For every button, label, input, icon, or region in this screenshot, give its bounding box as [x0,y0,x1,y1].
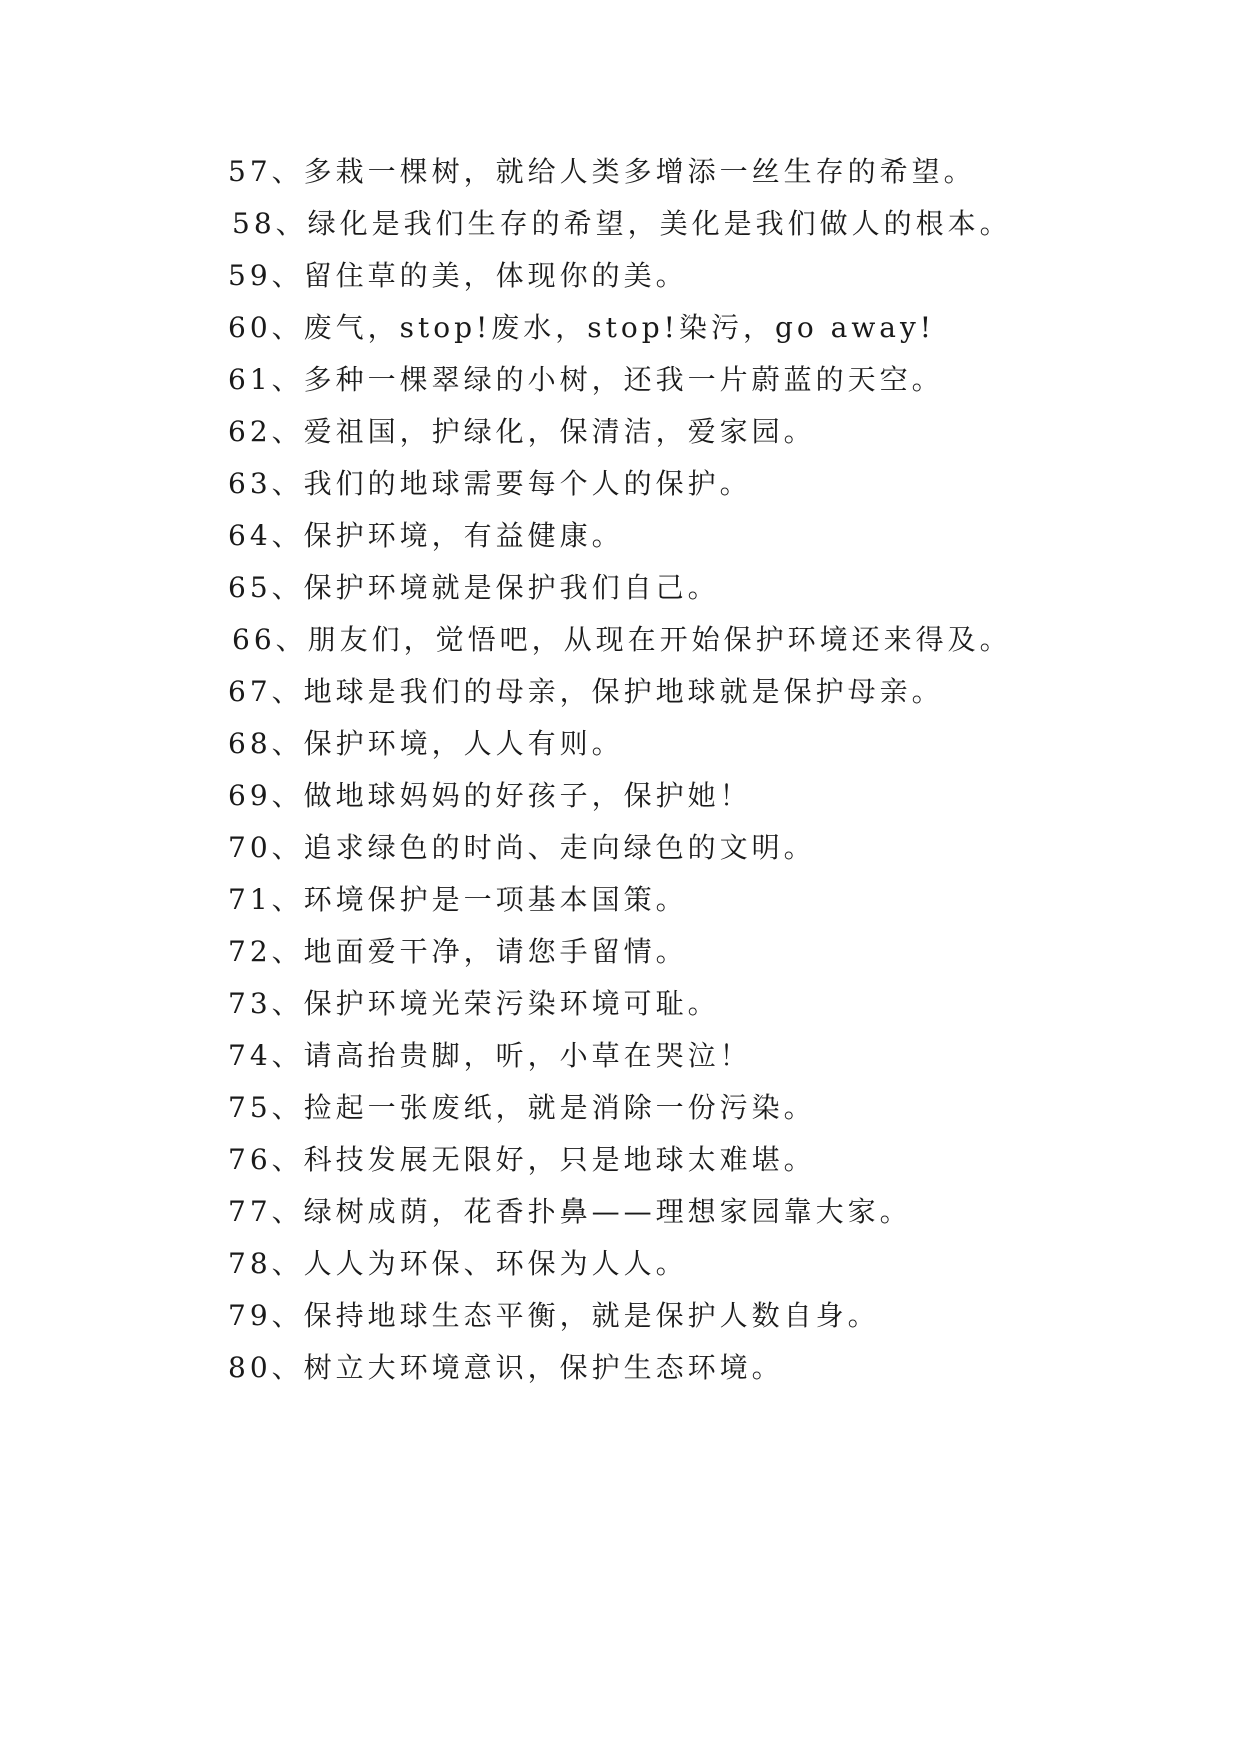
list-item: 73、保护环境光荣污染环境可耻。 [228,987,720,1020]
list-item: 67、地球是我们的母亲，保护地球就是保护母亲。 [228,675,944,708]
list-item: 64、保护环境，有益健康。 [228,519,624,552]
list-item: 62、爱祖国，护绿化，保清洁，爱家园。 [228,415,816,448]
list-item: 68、保护环境，人人有则。 [228,727,624,760]
list-item: 75、捡起一张废纸，就是消除一份污染。 [228,1091,816,1124]
list-item: 77、绿树成荫，花香扑鼻——理想家园靠大家。 [228,1195,912,1228]
list-item: 63、我们的地球需要每个人的保护。 [228,467,752,500]
list-item: 72、地面爱干净，请您手留情。 [228,935,688,968]
list-item: 65、保护环境就是保护我们自己。 [228,571,720,604]
list-item: 58、绿化是我们生存的希望，美化是我们做人的根本。 [232,207,1012,240]
list-item: 80、树立大环境意识，保护生态环境。 [228,1351,784,1384]
list-item: 79、保持地球生态平衡，就是保护人数自身。 [228,1299,880,1332]
list-item: 59、留住草的美，体现你的美。 [228,259,688,292]
list-item: 74、请高抬贵脚，听，小草在哭泣！ [228,1039,752,1072]
list-item: 60、废气，stop!废水，stop!染污，go away! [228,311,936,344]
list-item: 76、科技发展无限好，只是地球太难堪。 [228,1143,816,1176]
list-item: 78、人人为环保、环保为人人。 [228,1247,688,1280]
list-item: 61、多种一棵翠绿的小树，还我一片蔚蓝的天空。 [228,363,944,396]
list-item: 70、追求绿色的时尚、走向绿色的文明。 [228,831,816,864]
list-item: 71、环境保护是一项基本国策。 [228,883,688,916]
list-item: 69、做地球妈妈的好孩子，保护她！ [228,779,752,812]
list-item: 57、多栽一棵树，就给人类多增添一丝生存的希望。 [228,155,976,188]
list-item: 66、朋友们，觉悟吧，从现在开始保护环境还来得及。 [232,623,1012,656]
